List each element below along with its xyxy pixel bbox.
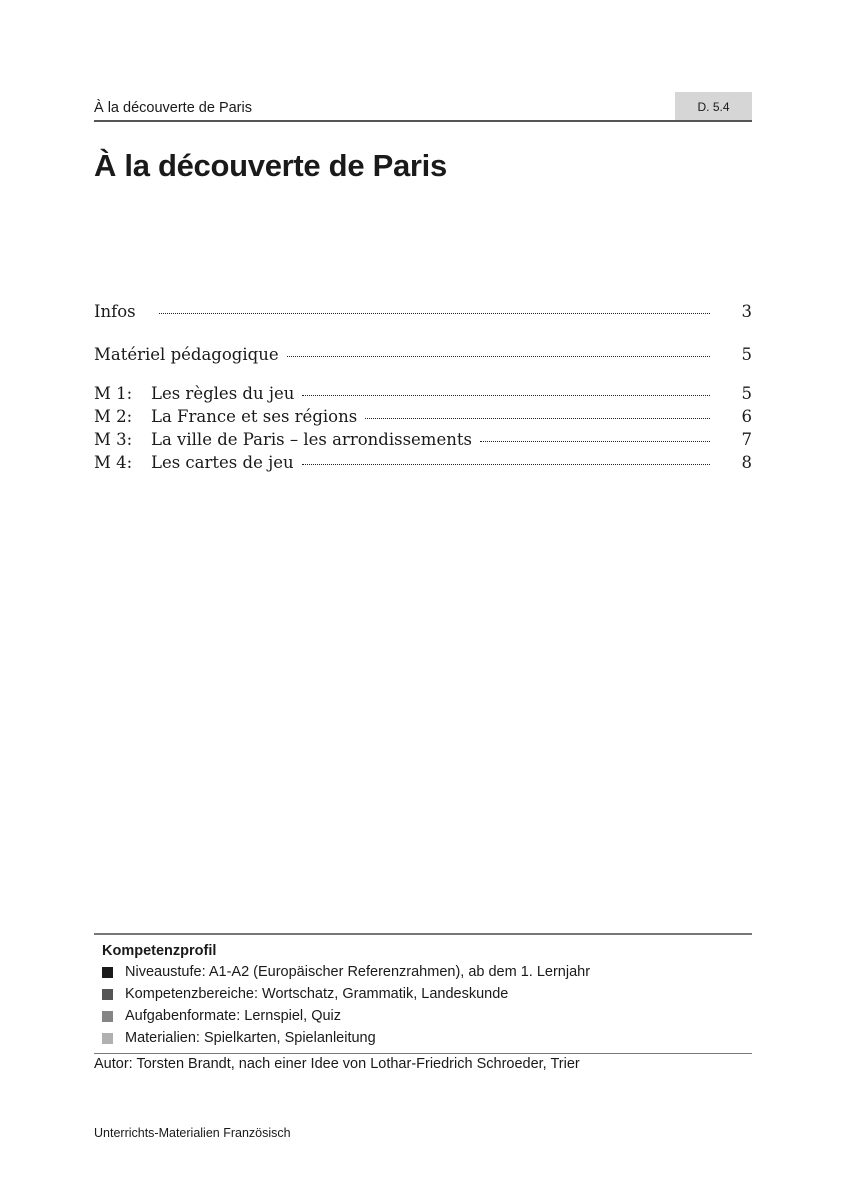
divider	[94, 1049, 752, 1054]
page-title: À la découverte de Paris	[94, 148, 447, 183]
header-title: À la découverte de Paris	[94, 100, 252, 116]
toc-page-number: 5	[741, 384, 752, 403]
toc-row-m2[interactable]	[94, 405, 752, 428]
toc-page-number: 3	[741, 302, 752, 321]
toc-leader	[159, 313, 710, 314]
toc-row-m1[interactable]	[94, 382, 752, 405]
kompetenz-item-materialien	[102, 1027, 752, 1049]
toc-row-m3[interactable]	[94, 428, 752, 451]
section-code-badge: D. 5.4	[675, 92, 752, 120]
toc-row-materiel[interactable]	[94, 343, 752, 366]
kompetenzprofil-box	[94, 933, 752, 1054]
toc-row-m4[interactable]	[94, 451, 752, 474]
toc-page-number: 8	[741, 453, 752, 472]
toc-material-number: M 1:	[94, 384, 133, 403]
toc-page-number: 5	[741, 345, 752, 364]
toc-row-infos[interactable]	[94, 300, 752, 323]
kompetenz-text: Kompetenzbereiche: Wortschatz, Grammatik, Landeskunde	[125, 986, 509, 1002]
square-bullet-icon	[102, 1011, 113, 1022]
toc-material-number: M 4:	[94, 453, 133, 472]
toc-leader	[480, 441, 710, 442]
page-footer: Unterrichts-Materialien Französisch	[94, 1126, 291, 1140]
running-header	[94, 92, 752, 122]
kompetenz-text: Materialien: Spielkarten, Spielanleitung	[125, 1030, 376, 1046]
kompetenz-item-niveaustufe	[102, 961, 752, 983]
table-of-contents	[94, 300, 752, 474]
toc-label: La France et ses régions	[151, 407, 358, 426]
kompetenz-text: Aufgabenformate: Lernspiel, Quiz	[125, 1008, 342, 1024]
kompetenz-item-aufgabenformate	[102, 1005, 752, 1027]
toc-leader	[302, 464, 710, 465]
author-line: Autor: Torsten Brandt, nach einer Idee von Lothar-Friedrich Schroeder, Trier	[94, 1056, 580, 1072]
toc-label: Les cartes de jeu	[151, 453, 294, 472]
square-bullet-icon	[102, 967, 113, 978]
toc-label: Matériel pédagogique	[94, 345, 279, 364]
toc-leader	[287, 356, 710, 357]
kompetenzprofil-title: Kompetenzprofil	[102, 943, 217, 959]
toc-leader	[365, 418, 710, 419]
toc-leader	[302, 395, 710, 396]
toc-material-number: M 2:	[94, 407, 133, 426]
toc-label: Les règles du jeu	[151, 384, 295, 403]
kompetenz-item-bereiche	[102, 983, 752, 1005]
toc-material-number: M 3:	[94, 430, 133, 449]
square-bullet-icon	[102, 1033, 113, 1044]
square-bullet-icon	[102, 989, 113, 1000]
toc-page-number: 7	[741, 430, 752, 449]
toc-page-number: 6	[741, 407, 752, 426]
kompetenz-text: Niveaustufe: A1-A2 (Europäischer Referenzrahmen), ab dem 1. Lernjahr	[125, 964, 591, 980]
toc-label: Infos	[94, 302, 136, 321]
toc-label: La ville de Paris – les arrondissements	[151, 430, 472, 449]
